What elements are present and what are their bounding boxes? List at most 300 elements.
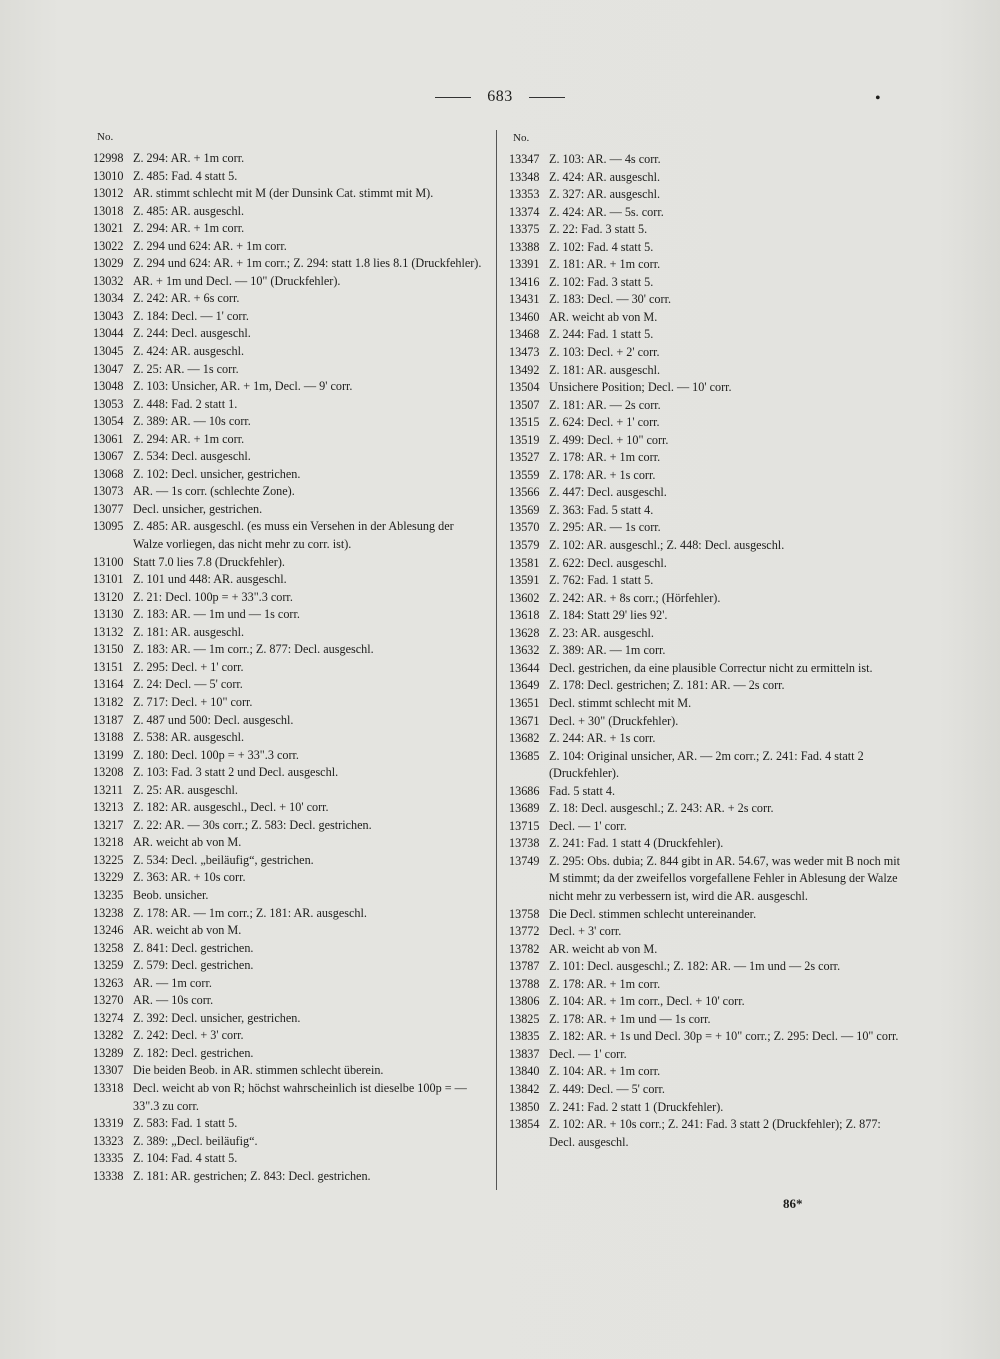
entry-number: 13218 [93,835,124,850]
entry-text: AR. weicht ab von M. [549,309,658,324]
entry-number: 13182 [93,694,124,709]
entry-text: AR. weicht ab von M. [549,941,658,956]
entry-text: Z. 363: Fad. 5 statt 4. [549,502,654,517]
list-item [509,362,905,380]
entry-number: 13258 [93,940,124,955]
entry-text: Z. 184: Decl. — 1' corr. [133,308,249,323]
list-item [509,519,905,537]
entry-text: Z. 485: AR. ausgeschl. (es muss ein Versehen in der Ablesung der Walze vorliegen, das nicht mehr zu corr. ist). [133,519,454,552]
list-item [93,1027,485,1045]
entry-number: 13602 [509,590,540,605]
entry-number: 13225 [93,852,124,867]
entry-text: AR. — 10s corr. [133,993,214,1008]
entry-text: Z. 447: Decl. ausgeschl. [549,485,667,500]
list-item [93,659,485,677]
list-item [93,676,485,694]
entry-number: 13120 [93,589,124,604]
list-item [509,1099,905,1117]
entry-number: 13738 [509,836,540,851]
entry-text: Z. 327: AR. ausgeschl. [549,187,661,202]
list-item [93,624,485,642]
list-item [509,274,905,292]
entry-text: Z. 392: Decl. unsicher, gestrichen. [133,1010,301,1025]
list-item [509,906,905,924]
list-item [509,537,905,555]
entry-text: Decl. + 3' corr. [549,924,622,939]
entry-text: Z. 18: Decl. ausgeschl.; Z. 243: AR. + 2s corr. [549,801,774,816]
entry-text: Z. 103: Unsicher, AR. + 1m, Decl. — 9' corr. [133,379,353,394]
entry-number: 13032 [93,273,124,288]
entry-text: Z. 242: AR. + 8s corr.; (Hörfehler). [549,590,721,605]
entry-text: Decl. weicht ab von R; höchst wahrscheinlich ist dieselbe 100p = — 33".3 zu corr. [133,1080,467,1113]
list-item [93,308,485,326]
entry-text: AR. — 1m corr. [133,975,212,990]
entry-number: 13229 [93,870,124,885]
right-entries-list [509,151,905,1151]
entry-text: Z. 181: AR. ausgeschl. [133,624,245,639]
list-item [509,169,905,187]
entry-number: 13686 [509,783,540,798]
list-item [509,730,905,748]
list-item [509,1011,905,1029]
entry-text: Unsichere Position; Decl. — 10' corr. [549,380,732,395]
entry-number: 13274 [93,1010,124,1025]
list-item [509,853,905,906]
entry-text: Z. 178: AR. + 1s corr. [549,467,656,482]
entry-number: 13388 [509,239,540,254]
entry-text: AR. + 1m und Decl. — 10" (Druckfehler). [133,273,341,288]
entry-text: AR. weicht ab von M. [133,835,242,850]
entry-number: 13649 [509,678,540,693]
column-divider [496,130,497,1190]
list-item [509,239,905,257]
entry-number: 13054 [93,414,124,429]
entry-number: 13323 [93,1133,124,1148]
list-item [93,729,485,747]
entry-number: 13211 [93,782,124,797]
entry-text: Z. 448: Fad. 2 statt 1. [133,396,238,411]
list-item [509,800,905,818]
entry-number: 13468 [509,327,540,342]
entry-number: 13758 [509,906,540,921]
list-item [93,378,485,396]
entry-text: Z. 102: AR. + 10s corr.; Z. 241: Fad. 3 statt 2 (Druckfehler); Z. 877: Decl. ausgeschl. [549,1117,881,1149]
list-item [93,343,485,361]
entry-number: 13375 [509,222,540,237]
list-item [509,344,905,362]
entry-number: 13010 [93,168,124,183]
list-item [93,641,485,659]
entry-number: 13772 [509,924,540,939]
entry-number: 13289 [93,1045,124,1060]
entry-number: 13034 [93,291,124,306]
list-item [93,992,485,1010]
entry-text: Decl. unsicher, gestrichen. [133,501,263,516]
entry-text: Z. 183: AR. — 1m corr.; Z. 877: Decl. ausgeschl. [133,642,374,657]
list-item [509,449,905,467]
entry-text: Z. 244: AR. + 1s corr. [549,731,656,746]
entry-number: 13319 [93,1116,124,1131]
entry-number: 13012 [93,186,124,201]
entry-number: 13282 [93,1028,124,1043]
list-item [509,642,905,660]
list-item [93,290,485,308]
list-item [93,975,485,993]
list-item [93,1133,485,1151]
list-item [509,572,905,590]
list-item [509,1028,905,1046]
entry-text: Die Decl. stimmen schlecht untereinander. [549,906,757,921]
list-item [93,1150,485,1168]
entry-text: Beob. unsicher. [133,887,209,902]
entry-number: 13073 [93,484,124,499]
entry-number: 13504 [509,380,540,395]
entry-text: Z. 181: AR. ausgeschl. [549,362,661,377]
signature-mark: 86* [783,1196,803,1211]
entry-number: 13689 [509,801,540,816]
entry-text: Z. 182: AR. + 1s und Decl. 30p = + 10" corr.; Z. 295: Decl. — 10" corr. [549,1029,899,1044]
entry-text: Z. 622: Decl. ausgeschl. [549,555,667,570]
entry-number: 13835 [509,1029,540,1044]
entry-text: Z. 181: AR. — 2s corr. [549,397,661,412]
list-item [509,291,905,309]
entry-number: 13374 [509,204,540,219]
entry-number: 13579 [509,538,540,553]
entry-number: 13347 [509,152,540,166]
entry-number: 13217 [93,817,124,832]
entry-number: 13235 [93,887,124,902]
list-item [93,712,485,730]
entry-number: 13527 [509,450,540,465]
entry-number: 13045 [93,344,124,359]
entry-number: 13067 [93,449,124,464]
entry-text: Z. 102: Decl. unsicher, gestrichen. [133,466,301,481]
list-item [509,326,905,344]
entry-text: Z. 184: Statt 29' lies 92'. [549,608,668,623]
list-item [93,817,485,835]
entry-number: 13391 [509,257,540,272]
entry-number: 13044 [93,326,124,341]
entry-text: Statt 7.0 lies 7.8 (Druckfehler). [133,554,285,569]
list-item [93,448,485,466]
list-item [93,1168,485,1186]
entry-number: 13842 [509,1081,540,1096]
entry-text: Z. 178: Decl. gestrichen; Z. 181: AR. — 2s corr. [549,678,785,693]
list-item [93,606,485,624]
entry-text: Z. 182: Decl. gestrichen. [133,1045,254,1060]
list-item [93,1115,485,1133]
header-rule-left [435,97,471,98]
list-item [509,713,905,731]
entry-number: 13043 [93,308,124,323]
list-item [509,783,905,801]
entry-number: 13854 [509,1117,540,1132]
entry-text: Z. 178: AR. + 1m corr. [549,976,661,991]
entry-number: 13047 [93,361,124,376]
entry-text: Z. 103: AR. — 4s corr. [549,152,661,166]
list-item [509,607,905,625]
entry-number: 13749 [509,853,540,868]
entry-number: 13559 [509,467,540,482]
list-item [93,483,485,501]
list-item [509,1116,905,1151]
entry-number: 13053 [93,396,124,411]
entry-number: 13644 [509,660,540,675]
entry-text: Z. 424: AR. ausgeschl. [133,344,245,359]
entry-text: Z. 534: Decl. „beiläufig“, gestrichen. [133,852,314,867]
list-item [93,887,485,905]
entry-number: 13460 [509,309,540,324]
list-item [509,660,905,678]
entry-number: 13682 [509,731,540,746]
header-rule-right [529,97,565,98]
entry-text: Fad. 5 statt 4. [549,783,616,798]
list-item [509,432,905,450]
list-item [93,518,485,553]
entry-text: Z. 22: AR. — 30s corr.; Z. 583: Decl. gestrichen. [133,817,372,832]
list-item [93,168,485,186]
top-right-mark: • [875,90,881,107]
list-item [509,1063,905,1081]
list-item [93,220,485,238]
list-item [93,694,485,712]
entry-number: 13431 [509,292,540,307]
list-item [93,799,485,817]
entry-number: 13021 [93,221,124,236]
entry-number: 13101 [93,572,124,587]
list-item [509,818,905,836]
right-column [509,130,905,1151]
entry-number: 13199 [93,747,124,762]
list-item [509,993,905,1011]
entry-text: Z. 21: Decl. 100p = + 33".3 corr. [133,589,293,604]
page-header [0,88,1000,106]
list-item [509,695,905,713]
entry-text: AR. weicht ab von M. [133,923,242,938]
entry-text: Z. 104: Original unsicher, AR. — 2m corr.; Z. 241: Fad. 4 statt 2 (Druckfehler). [549,748,864,781]
entry-number: 13353 [509,187,540,202]
entry-number: 13348 [509,169,540,184]
entry-number: 13837 [509,1046,540,1061]
entry-text: Z. 424: AR. ausgeschl. [549,169,661,184]
list-item [93,922,485,940]
entry-text: Z. 538: AR. ausgeschl. [133,730,245,745]
entry-number: 13581 [509,555,540,570]
entry-number: 13208 [93,765,124,780]
entry-text: Z. 244: Fad. 1 statt 5. [549,327,654,342]
entry-number: 13130 [93,607,124,622]
entry-text: Z. 363: AR. + 10s corr. [133,870,246,885]
entry-number: 13338 [93,1168,124,1183]
left-column-header: No. [97,131,114,143]
list-item [509,186,905,204]
entry-number: 13787 [509,959,540,974]
list-item [93,905,485,923]
list-item [93,940,485,958]
list-item [509,923,905,941]
entry-number: 13061 [93,431,124,446]
list-item [93,782,485,800]
list-item [93,501,485,519]
entry-number: 13492 [509,362,540,377]
entry-number: 13788 [509,976,540,991]
entry-text: Z. 295: Decl. + 1' corr. [133,659,244,674]
entry-text: Z. 180: Decl. 100p = + 33".3 corr. [133,747,299,762]
entry-number: 13022 [93,238,124,253]
list-item [93,466,485,484]
list-item [93,589,485,607]
list-item [93,396,485,414]
entry-number: 13569 [509,502,540,517]
left-column [93,129,485,1185]
list-item [93,852,485,870]
entry-text: Z. 841: Decl. gestrichen. [133,940,254,955]
list-item [93,185,485,203]
entry-number: 13150 [93,642,124,657]
entry-number: 13782 [509,941,540,956]
entry-text: Z. 295: Obs. dubia; Z. 844 gibt in AR. 54.67, was weder mit B noch mit M stimmt; da der zweifellos vorgefallene Fehler in Ablesung der Walze nicht mehr zu verbessern ist, wird die AR. ausgeschl. [549,853,901,903]
list-item [509,397,905,415]
list-item [509,221,905,239]
list-item [93,325,485,343]
entry-number: 13095 [93,519,124,534]
entry-text: Z. 24: Decl. — 5' corr. [133,677,243,692]
entry-number: 13048 [93,379,124,394]
list-item [93,413,485,431]
entry-number: 13840 [509,1064,540,1079]
entry-text: Z. 424: AR. — 5s. corr. [549,204,664,219]
entry-text: Z. 762: Fad. 1 statt 5. [549,573,654,588]
entry-number: 13270 [93,993,124,1008]
entry-text: Z. 449: Decl. — 5' corr. [549,1081,665,1096]
entry-number: 13671 [509,713,540,728]
entry-text: Z. 104: AR. + 1m corr. [549,1064,661,1079]
list-item [93,1045,485,1063]
entry-text: Z. 294 und 624: AR. + 1m corr. [133,238,287,253]
list-item [509,502,905,520]
list-item [509,976,905,994]
entry-text: Z. 583: Fad. 1 statt 5. [133,1116,238,1131]
entry-text: Z. 244: Decl. ausgeschl. [133,326,251,341]
page-number: 683 [487,88,513,105]
entry-number: 12998 [93,151,124,165]
list-item [93,203,485,221]
entry-number: 13100 [93,554,124,569]
entry-text: Decl. + 30" (Druckfehler). [549,713,679,728]
entry-text: Z. 241: Fad. 1 statt 4 (Druckfehler). [549,836,724,851]
list-item [93,150,485,168]
entry-text: Z. 102: AR. ausgeschl.; Z. 448: Decl. ausgeschl. [549,538,785,553]
entry-number: 13029 [93,256,124,271]
entry-number: 13151 [93,659,124,674]
entry-text: Z. 25: AR. ausgeschl. [133,782,238,797]
entry-number: 13213 [93,800,124,815]
entry-text: Z. 103: Decl. + 2' corr. [549,345,660,360]
list-item [509,256,905,274]
list-item [509,484,905,502]
list-item [509,835,905,853]
list-item [509,625,905,643]
list-item [509,941,905,959]
entry-text: Z. 178: AR. + 1m corr. [549,450,661,465]
entry-text: Z. 487 und 500: Decl. ausgeschl. [133,712,294,727]
entry-number: 13263 [93,975,124,990]
entry-text: Z. 104: Fad. 4 statt 5. [133,1151,238,1166]
entry-text: Z. 485: Fad. 4 statt 5. [133,168,238,183]
list-item [93,431,485,449]
entry-text: AR. — 1s corr. (schlechte Zone). [133,484,295,499]
list-item [509,1046,905,1064]
entry-text: Z. 178: AR. — 1m corr.; Z. 181: AR. ausgeschl. [133,905,367,920]
entry-text: Z. 294 und 624: AR. + 1m corr.; Z. 294: statt 1.8 lies 8.1 (Druckfehler). [133,256,482,271]
entry-text: Z. 178: AR. + 1m und — 1s corr. [549,1011,711,1026]
entry-text: Z. 294: AR. + 1m corr. [133,221,245,236]
entry-number: 13164 [93,677,124,692]
entry-text: Die beiden Beob. in AR. stimmen schlecht überein. [133,1063,384,1078]
entry-text: Z. 242: Decl. + 3' corr. [133,1028,244,1043]
list-item [509,309,905,327]
entry-text: Z. 241: Fad. 2 statt 1 (Druckfehler). [549,1099,724,1114]
list-item [93,957,485,975]
entry-number: 13318 [93,1080,124,1095]
entry-number: 13307 [93,1063,124,1078]
list-item [509,204,905,222]
entry-text: Z. 101: Decl. ausgeschl.; Z. 182: AR. — 1m und — 2s corr. [549,959,841,974]
list-item [93,1062,485,1080]
entry-text: Decl. — 1' corr. [549,1046,627,1061]
entry-number: 13618 [509,608,540,623]
entry-number: 13187 [93,712,124,727]
entry-text: Z. 181: AR. gestrichen; Z. 843: Decl. gestrichen. [133,1168,371,1183]
list-item [93,255,485,273]
entry-text: Z. 104: AR. + 1m corr., Decl. + 10' corr. [549,994,745,1009]
entry-text: Z. 182: AR. ausgeschl., Decl. + 10' corr. [133,800,329,815]
entry-text: Z. 101 und 448: AR. ausgeschl. [133,572,287,587]
entry-number: 13628 [509,625,540,640]
entry-text: Z. 294: AR. + 1m corr. [133,151,245,165]
entry-number: 13238 [93,905,124,920]
list-item [509,1081,905,1099]
entry-text: Z. 23: AR. ausgeschl. [549,625,654,640]
list-item [509,414,905,432]
entry-number: 13335 [93,1151,124,1166]
entry-number: 13515 [509,415,540,430]
entry-number: 13806 [509,994,540,1009]
entry-number: 13519 [509,432,540,447]
list-item [93,869,485,887]
left-entries-list [93,150,485,1185]
entry-number: 13591 [509,573,540,588]
entry-text: Z. 717: Decl. + 10" corr. [133,694,253,709]
entry-number: 13850 [509,1099,540,1114]
entry-number: 13259 [93,958,124,973]
entry-number: 13473 [509,345,540,360]
entry-number: 13246 [93,923,124,938]
entry-text: Z. 579: Decl. gestrichen. [133,958,254,973]
entry-text: Z. 102: Fad. 3 statt 5. [549,274,654,289]
entry-text: Decl. — 1' corr. [549,818,627,833]
entry-number: 13566 [509,485,540,500]
list-item [509,958,905,976]
list-item [93,554,485,572]
entry-text: Z. 242: AR. + 6s corr. [133,291,240,306]
list-item [509,677,905,695]
entry-text: Z. 389: AR. — 10s corr. [133,414,251,429]
entry-number: 13068 [93,466,124,481]
entry-text: Z. 624: Decl. + 1' corr. [549,415,660,430]
entry-text: Z. 102: Fad. 4 statt 5. [549,239,654,254]
entry-text: Z. 183: Decl. — 30' corr. [549,292,672,307]
